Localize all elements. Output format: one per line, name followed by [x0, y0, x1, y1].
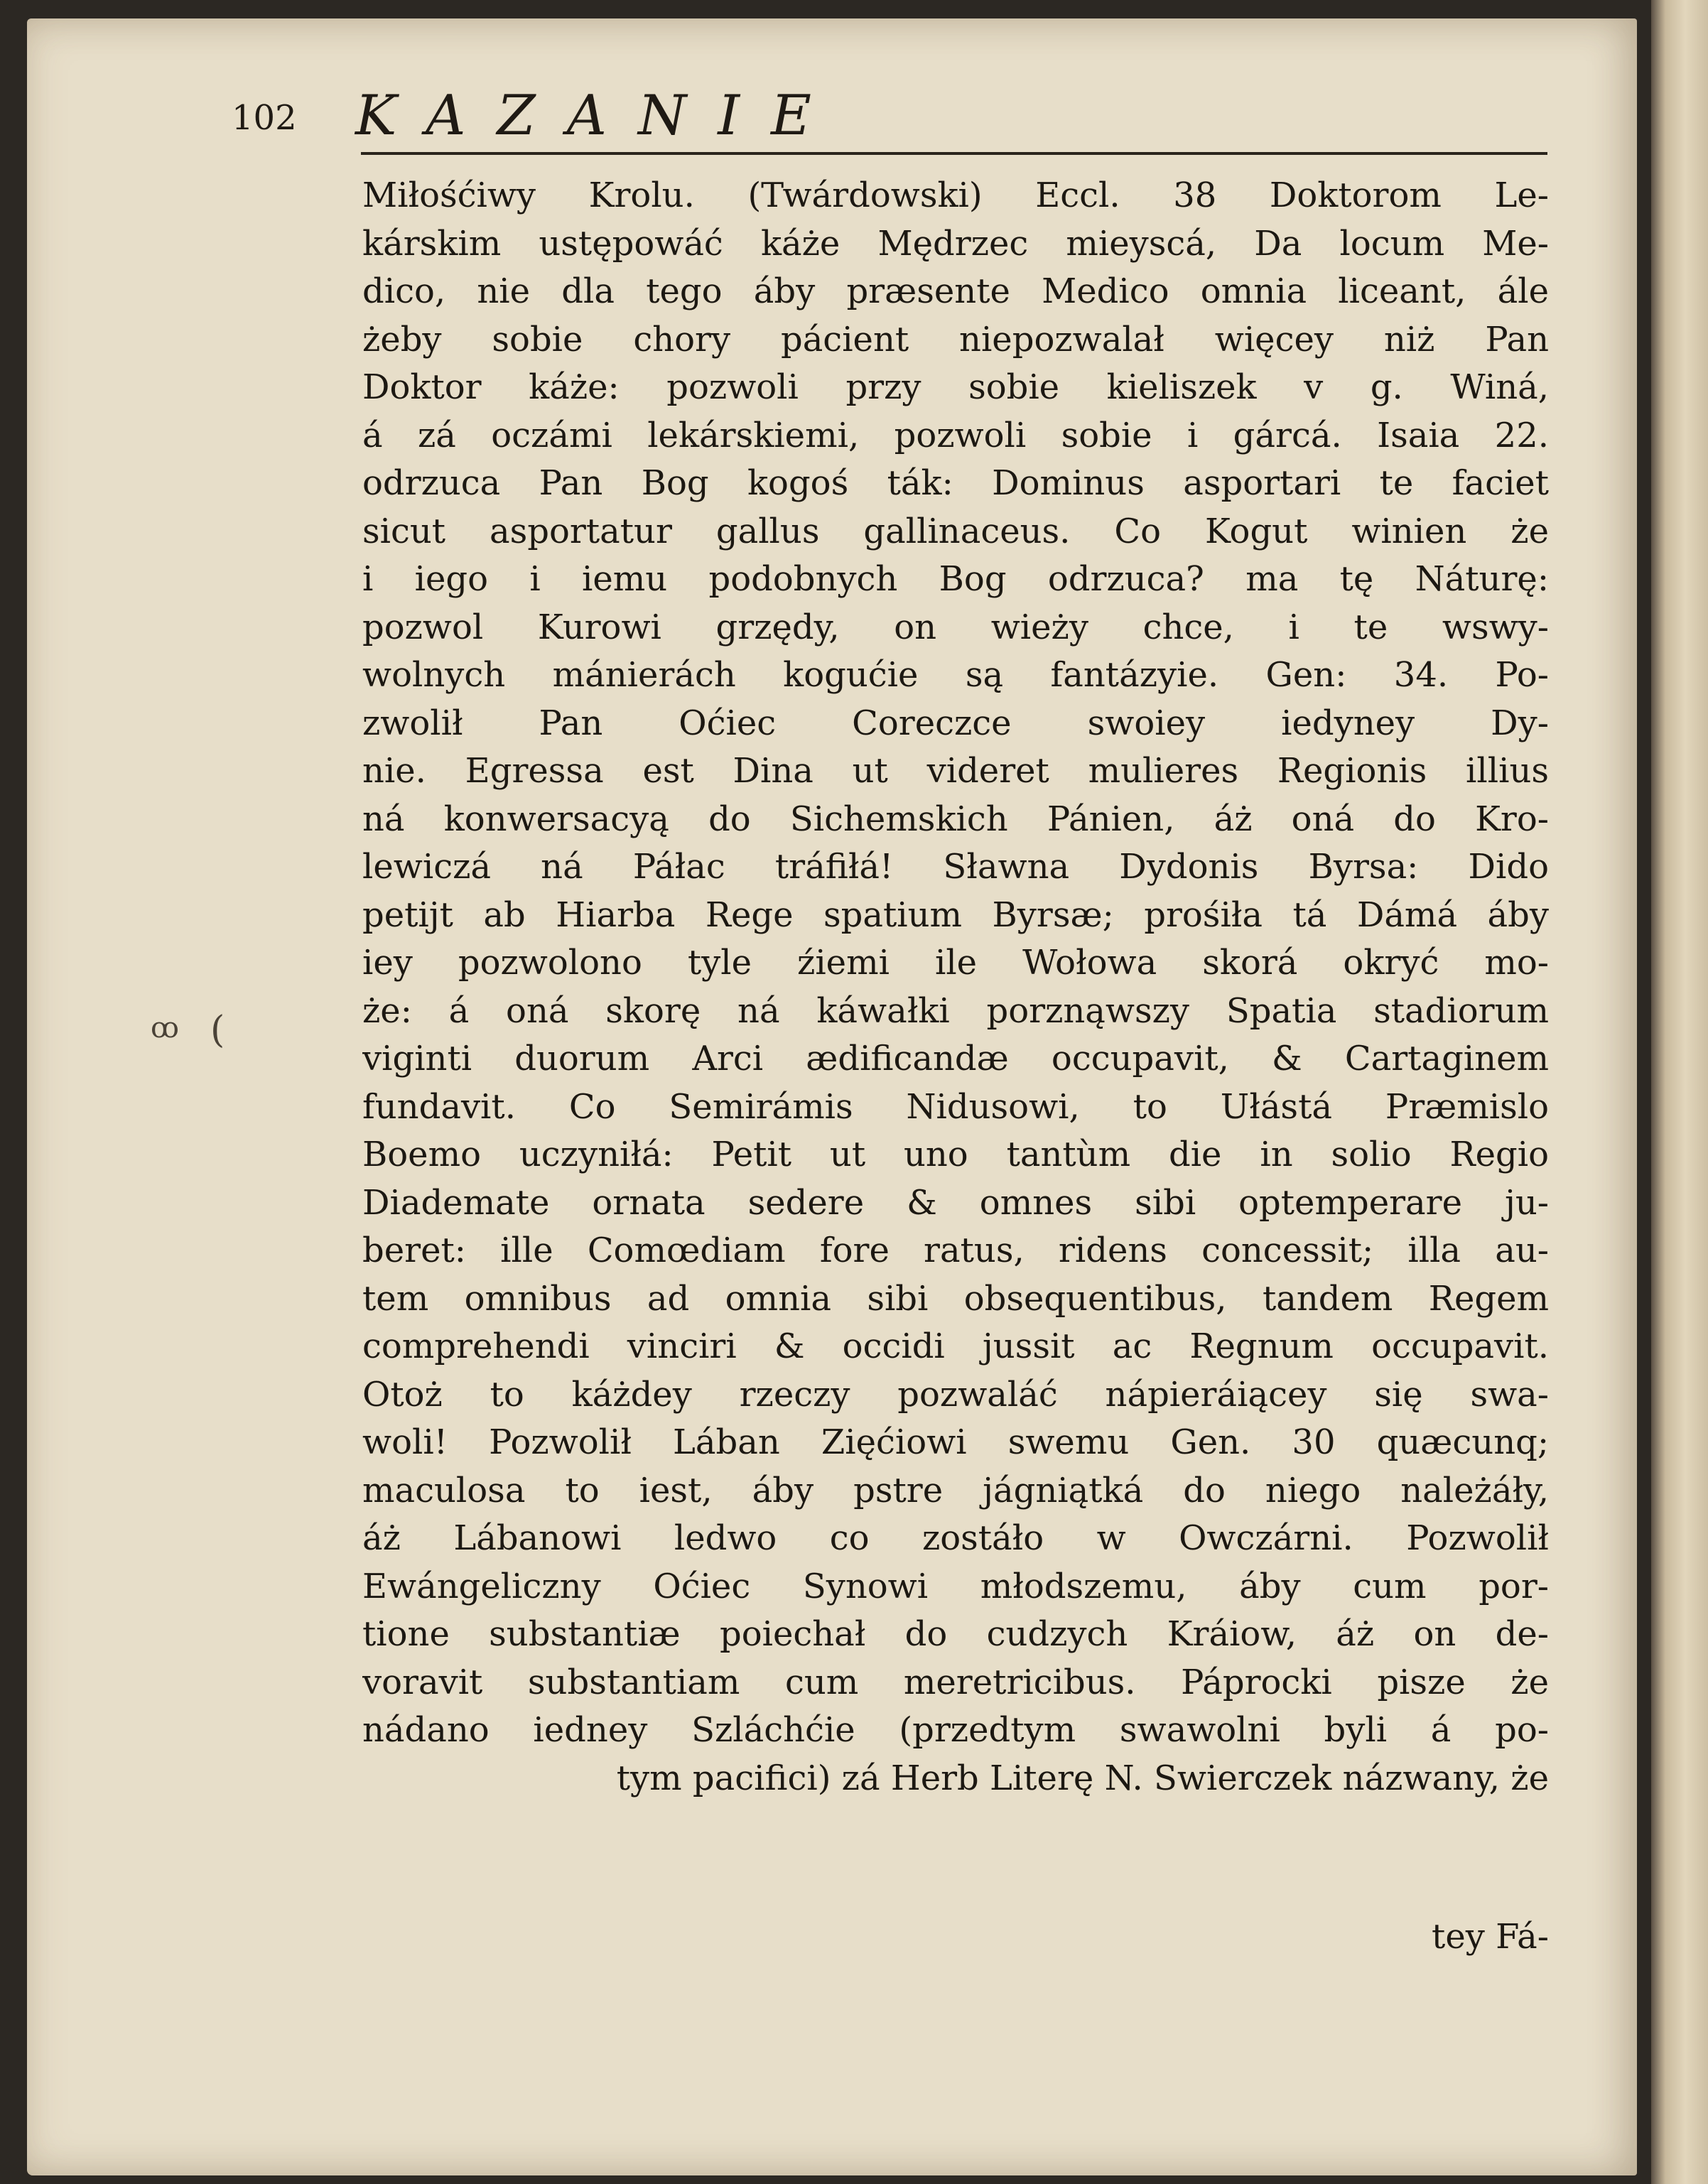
text-line: comprehendi vinciri & occidi jussit ac Regnum occupavit.: [362, 1326, 1549, 1366]
text-line: dico, nie dla tego áby præsente Medico omnia liceant, ále: [362, 271, 1549, 311]
text-line: beret: ille Comœdiam fore ratus, ridens concessit; illa au-: [362, 1231, 1549, 1270]
text-line: lewiczá ná Páłac tráfiłá! Sławna Dydonis Byrsa: Dido: [362, 847, 1549, 887]
text-line: Otoż to káżdey rzeczy pozwaláć nápieráiącey się swa-: [362, 1374, 1549, 1415]
text-line: i iego i iemu podobnych Bog odrzuca? ma tę Náturę:: [362, 559, 1549, 599]
text-line: á zá oczámi lekárskiemi, pozwoli sobie i gárcá. Isaia 22.: [362, 415, 1549, 455]
text-line: nie. Egressa est Dina ut videret mulieres Regionis illius: [362, 751, 1549, 791]
text-line: Ewángeliczny Oćiec Synowi młodszemu, áby cum por-: [362, 1566, 1549, 1606]
adjacent-page-edge: [1651, 0, 1708, 2184]
text-line: kárskim ustępowáć káże Mędrzec mieyscá, Da locum Me-: [362, 223, 1549, 264]
text-line: Doktor káże: pozwoli przy sobie kieliszek v g. Winá,: [362, 367, 1549, 407]
text-line: wolnych mánierách kogućie są fantázyie. Gen: 34. Po-: [362, 655, 1549, 695]
text-line: pozwol Kurowi grzędy, on wieży chce, i te wswy-: [362, 607, 1549, 647]
text-line: iey pozwolono tyle źiemi ile Wołowa skorá okryć mo-: [362, 943, 1549, 983]
header-rule: [361, 152, 1547, 155]
text-line: ná konwersacyą do Sichemskich Pánien, áż oná do Kro-: [362, 799, 1549, 839]
text-line: Miłośćiwy Krolu. (Twárdowski) Eccl. 38 Doktorom Le-: [362, 175, 1549, 215]
margin-mark: ꝏ: [151, 1012, 179, 1044]
text-line: nádano iedney Szláchćie (przedtym swawolni byli á po-: [362, 1710, 1549, 1750]
text-line: sicut asportatur gallus gallinaceus. Co Kogut winien że: [362, 511, 1549, 551]
text-line: Diademate ornata sedere & omnes sibi optemperare ju-: [362, 1182, 1549, 1223]
text-line: viginti duorum Arci ædificandæ occupavit, & Cartaginem: [362, 1039, 1549, 1079]
running-title: KAZANIE: [355, 84, 843, 148]
sermon-text: [362, 172, 1549, 1802]
text-line: woli! Pozwolił Lában Zięćiowi swemu Gen. 30 quæcunq;: [362, 1422, 1549, 1462]
catchword: tey Fá-: [1432, 1917, 1549, 1957]
text-line: zwolił Pan Oćiec Coreczce swoiey iedyney Dy-: [362, 703, 1549, 743]
text-line: Boemo uczyniłá: Petit ut uno tantùm die in solio Regio: [362, 1135, 1549, 1174]
page-number: 102: [232, 98, 297, 138]
margin-mark: (: [210, 1009, 225, 1052]
text-line: voravit substantiam cum meretricibus. Páprocki pisze że: [362, 1662, 1549, 1702]
text-line: żeby sobie chory pácient niepozwalał więcey niż Pan: [362, 319, 1549, 360]
text-line: tem omnibus ad omnia sibi obsequentibus, tandem Regem: [362, 1278, 1549, 1319]
text-line: fundavit. Co Semirámis Nidusowi, to Ułástá Præmislo: [362, 1086, 1549, 1127]
text-line: że: á oná skorę ná káwałki porznąwszy Spatia stadiorum: [362, 990, 1549, 1031]
text-line: tione substantiæ poiechał do cudzych Kráiow, áż on de-: [362, 1614, 1549, 1654]
text-line: odrzuca Pan Bog kogoś ták: Dominus asportari te faciet: [362, 463, 1549, 503]
text-line: maculosa to iest, áby pstre jágniątká do niego należáły,: [362, 1470, 1549, 1510]
text-line: petijt ab Hiarba Rege spatium Byrsæ; prośiła tá Dámá áby: [362, 894, 1549, 935]
text-line: tym pacifici) zá Herb Literę N. Swierczek názwany, że: [616, 1758, 1549, 1798]
text-line: áż Lábanowi ledwo co zostáło w Owczárni. Pozwolił: [362, 1518, 1549, 1558]
